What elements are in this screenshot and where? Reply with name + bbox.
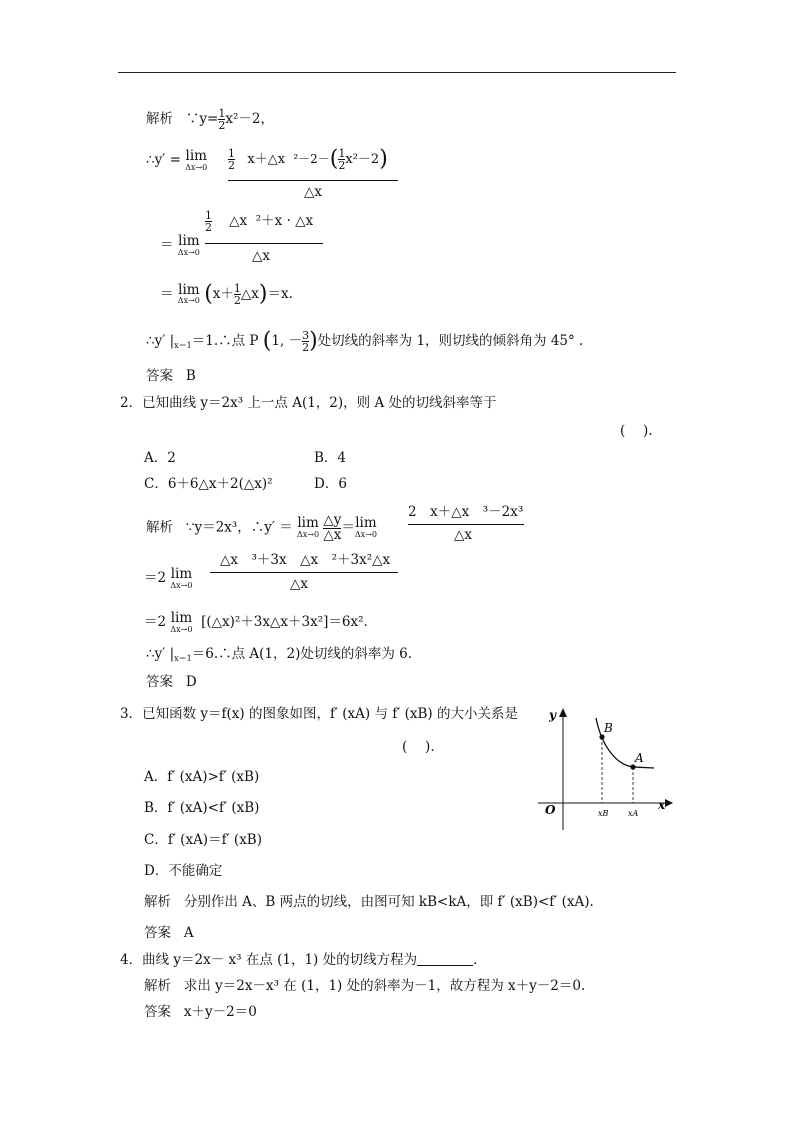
q2-sol1-numerator: 2 x＋△x ³－2x³ <box>408 504 524 520</box>
p1-line5: ∴y′ $|_{x=1}=1.\therefore$点 P (1, － $\frac{3}{2}$ )处切线的斜率为 1，则切线的倾斜角为 45° . <box>146 328 584 354</box>
q4-analysis: 解析 求出 y＝2x－x³ 在 (1，1) 处的斜率为－1，故方程为 x＋y－2＝0. <box>144 978 586 994</box>
function-graph <box>530 700 680 835</box>
q3-option-b: B．f′ (xA)<f′ (xB) <box>144 800 260 816</box>
q2-solution-line4: ∴y′ $|_{x=1}=6.\therefore$点 A(1，2)处切线的斜率为 6. <box>146 646 413 663</box>
xa-label: xA <box>628 809 639 818</box>
q4-answer: 答案 x＋y－2＝0 <box>144 1004 257 1020</box>
q2-stem: 2．已知曲线 y＝2x³ 上一点 A(1，2)，则 A 处的切线斜率等于 <box>120 395 497 411</box>
p1-derivative-line: ∴y′ = lim Δx→0 <box>146 148 208 172</box>
q2-answer: 答案 D <box>146 674 197 690</box>
p1-line4: ＝ lim Δx→0 (x＋ $\frac{1}{2}$ △x)＝x. <box>160 281 293 307</box>
point-a-dot <box>630 764 635 769</box>
p1-denominator: △x <box>304 184 322 200</box>
point-b-label: B <box>604 721 613 735</box>
q3-option-d: D．不能确定 <box>144 863 223 879</box>
q2-sol2-numerator: △x ³＋3x △x ²＋3x²△x <box>220 552 391 568</box>
x-axis-label: x <box>658 798 666 812</box>
xb-label: xB <box>598 809 609 818</box>
p1-answer: 答案 B <box>146 368 196 384</box>
point-b-dot <box>599 734 604 739</box>
q4-stem: 4．曲线 y＝2x－ x³ 在点 (1，1) 处的切线方程为 . <box>120 952 478 968</box>
q3-option-a: A．f′ (xA)>f′ (xB) <box>144 769 260 785</box>
fraction-bar <box>408 524 524 525</box>
q3-option-c: C．f′ (xA)＝f′ (xB) <box>144 832 262 848</box>
header-rule <box>118 72 676 73</box>
q3-analysis: 解析 分别作出 A、B 两点的切线，由图可知 kB<kA，即 f′ (xB)<f′ (xA). <box>144 894 594 910</box>
q2-solution-line2: ＝2 lim Δx→0 <box>144 566 193 590</box>
q3-answer-paren: ( ). <box>402 739 435 755</box>
q3-answer: 答案 A <box>144 925 194 941</box>
q2-solution-line3: ＝2 lim Δx→0 [(△x)²＋3x△x＋3x²]＝6x². <box>144 610 368 634</box>
y-axis-label: y <box>549 708 556 722</box>
p1-line3: ＝ lim Δx→0 <box>160 233 200 257</box>
p1-numerator: $\frac{1}{2}$ x＋△x ²－2－( $\frac{1}{2}$ x²－2) <box>228 146 388 172</box>
q2-option-b: B．4 <box>314 450 347 466</box>
q3-stem: 3．已知函数 y＝f(x) 的图象如图，f′ (xA) 与 f′ (xB) 的大小关系是 <box>120 706 518 722</box>
q2-solution-line1: 解析 ∵y＝2x³，∴y′ ＝ lim Δx→0 $\frac{\triangle y}{\triangle x}$ ＝ lim Δx→0 <box>146 512 377 543</box>
p1-line3-numerator: $\frac{1}{2}$ △x ²＋x · △x <box>205 209 314 234</box>
fraction-bar <box>205 243 323 244</box>
origin-label: O <box>545 803 556 817</box>
limit-symbol: lim Δx→0 <box>185 148 208 172</box>
x-axis-arrow <box>665 799 673 807</box>
q2-option-a: A．2 <box>144 450 176 466</box>
q2-answer-paren: ( ). <box>620 423 653 439</box>
fraction-bar <box>210 572 398 573</box>
q2-option-d: D．6 <box>314 476 347 492</box>
fraction-bar <box>228 180 398 181</box>
q2-option-c: C．6＋6△x＋2(△x)² <box>144 476 273 492</box>
analysis-label: 解析 <box>146 111 173 127</box>
answer-blank <box>417 953 473 966</box>
point-a-label: A <box>635 751 644 765</box>
p1-given-line: 解析 ∵y= $\frac{1}{2}$ x²－2， <box>146 107 274 132</box>
y-axis-arrow <box>559 708 567 717</box>
